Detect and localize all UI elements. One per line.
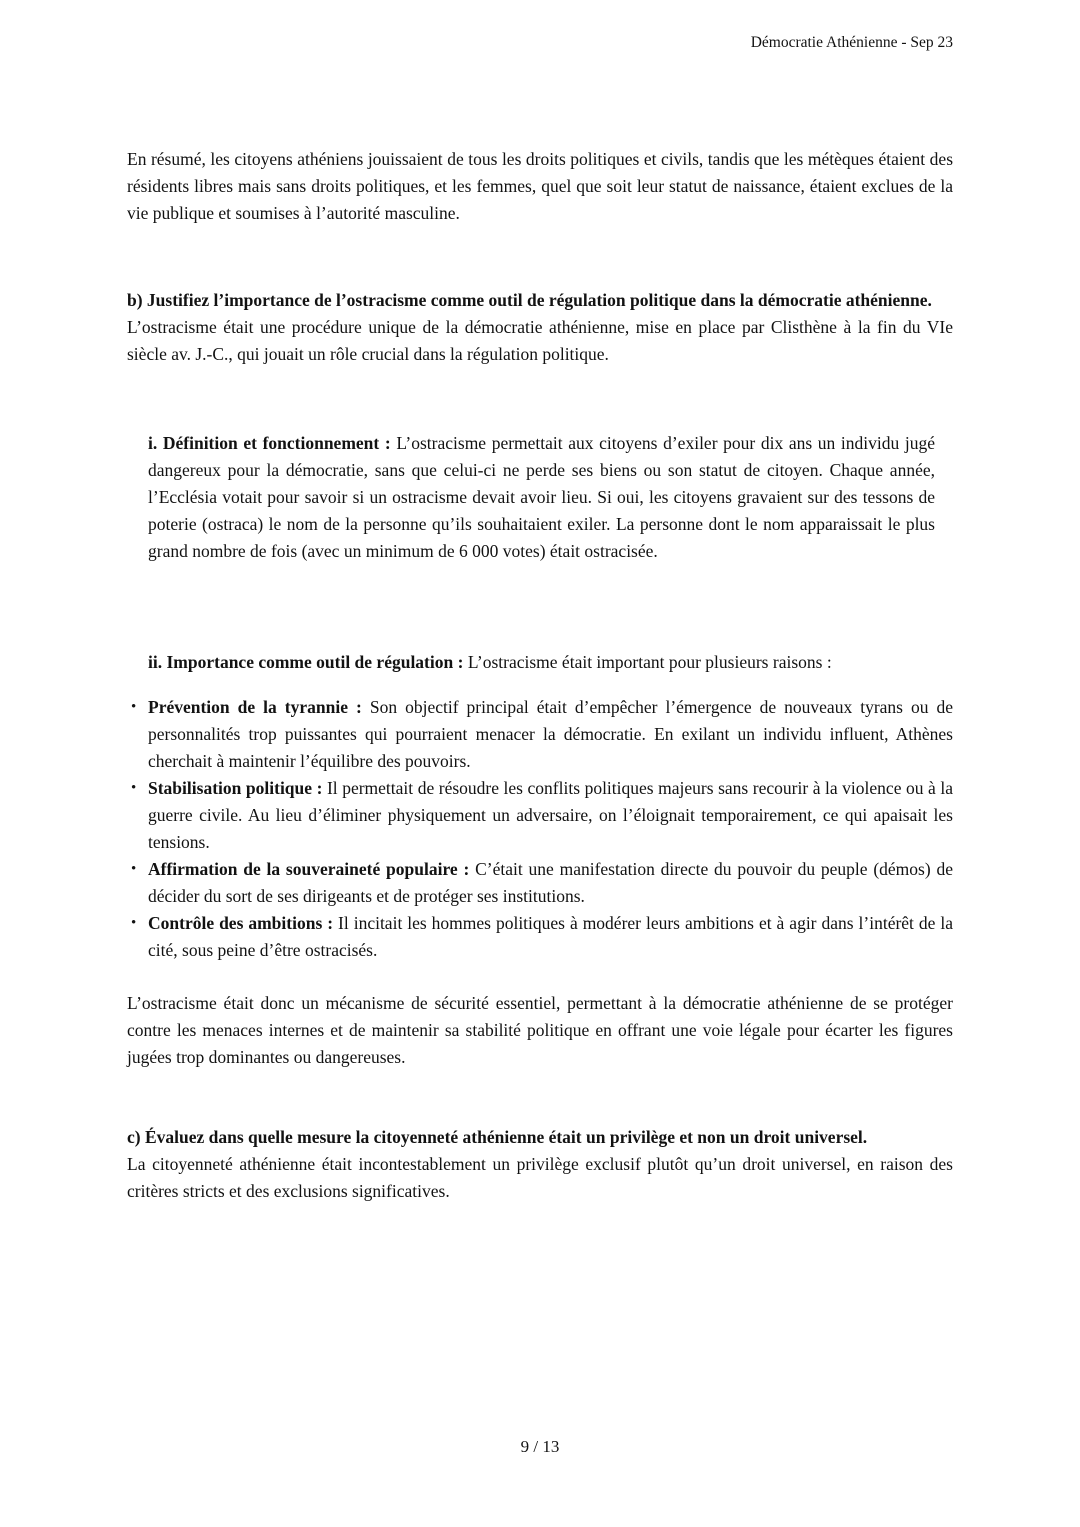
bullet-icon: • bbox=[131, 915, 137, 931]
bullet-icon: • bbox=[131, 699, 137, 715]
list-item bbox=[127, 775, 953, 856]
section-b-intro: L’ostracisme était une procédure unique de la démocratie athénienne, mise en place par Clisthène à la fin du VIe siècle av. J.-C., qui jouait un rôle crucial dans la régulation politique. bbox=[127, 317, 953, 364]
importance-item bbox=[148, 649, 935, 676]
list-item bbox=[127, 856, 953, 910]
importance-item-label: ii. Importance comme outil de régulation : bbox=[148, 652, 464, 672]
section-c-intro: La citoyenneté athénienne était incontestablement un privilège exclusif plutôt qu’un droit universel, en raison des critères stricts et des exclusions significatives. bbox=[127, 1154, 953, 1201]
definition-item-label: i. Définition et fonctionnement : bbox=[148, 433, 391, 453]
section-b-heading: b) Justifiez l’importance de l’ostracisme comme outil de régulation politique dans la démocratie athénienne. bbox=[127, 290, 932, 310]
bullet-icon: • bbox=[131, 780, 137, 796]
intro-paragraph: En résumé, les citoyens athéniens jouissaient de tous les droits politiques et civils, tandis que les métèques étaient des résidents libres mais sans droits politiques, et les femmes, quel que soit leur statut de naissance, étaient exclues de la vie publique et soumises à l’autorité masculine. bbox=[127, 149, 953, 223]
list-item-label: Contrôle des ambitions : bbox=[148, 913, 334, 933]
list-item-text: Il permettait de résoudre les conflits politiques majeurs sans recourir à la violence ou à la guerre civile. Au lieu d’éliminer physiquement un adversaire, on l’éloignait temporairement, ce qui apaisait les tensions. bbox=[148, 778, 953, 852]
list-item bbox=[127, 694, 953, 775]
section-b-conclusion: L’ostracisme était donc un mécanisme de sécurité essentiel, permettant à la démocratie athénienne de se protéger contre les menaces internes et de maintenir sa stabilité politique en offrant une voie légale pour écarter les figures jugées trop dominantes ou dangereuses. bbox=[127, 993, 953, 1067]
list-item-text: Il incitait les hommes politiques à modérer leurs ambitions et à agir dans l’intérêt de la cité, sous peine d’être ostracisés. bbox=[148, 913, 954, 960]
list-item-text: Son objectif principal était d’empêcher l’émergence de nouveaux tyrans ou de personnalités trop puissantes qui pourraient menacer la démocratie. En exilant un individu influent, Athènes cherchait à maintenir l’équilibre des pouvoirs. bbox=[148, 697, 954, 771]
list-item bbox=[127, 910, 953, 964]
page-number: 9 / 13 bbox=[520, 1437, 560, 1456]
list-item-label: Affirmation de la souveraineté populaire : bbox=[148, 859, 470, 879]
list-item-label: Prévention de la tyrannie : bbox=[148, 697, 362, 717]
section-c-heading: c) Évaluez dans quelle mesure la citoyenneté athénienne était un privilège et non un droit universel. bbox=[127, 1127, 868, 1147]
list-item-label: Stabilisation politique : bbox=[148, 778, 323, 798]
definition-item-text: L’ostracisme permettait aux citoyens d’exiler pour dix ans un individu jugé dangereux pour la démocratie, sans que celui-ci ne perde ses biens ou son statut de citoyen. Chaque année, l’Ecclésia votait pour savoir si un ostracisme devait avoir lieu. Si oui, les citoyens gravaient sur des tessons de poterie (ostraca) le nom de la personne qu’ils souhaitaient exiler. La personne dont le nom apparaissait le plus grand nombre de fois (avec un minimum de 6 000 votes) était ostracisée. bbox=[148, 433, 936, 561]
bullet-icon: • bbox=[131, 861, 137, 877]
definition-item bbox=[148, 430, 935, 565]
importance-item-text: L’ostracisme était important pour plusieurs raisons : bbox=[467, 652, 832, 672]
list-item-text: C’était une manifestation directe du pouvoir du peuple (démos) de décider du sort de ses dirigeants et de protéger ses institutions. bbox=[148, 859, 954, 906]
bullet-list bbox=[127, 694, 953, 964]
page-header: Démocratie Athénienne - Sep 23 bbox=[750, 34, 953, 51]
